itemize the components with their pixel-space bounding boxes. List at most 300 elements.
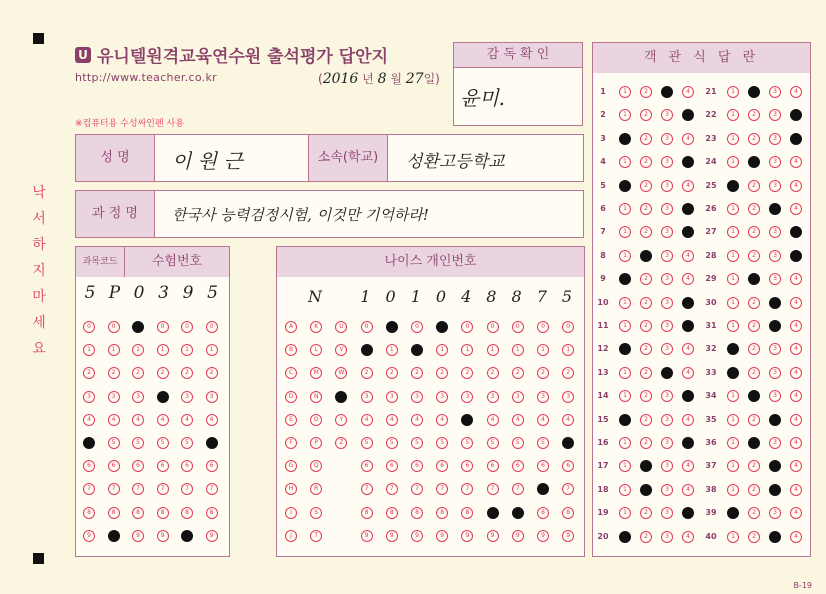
- neis-bubble[interactable]: 6: [411, 460, 423, 472]
- neis-bubble[interactable]: 7: [411, 483, 423, 495]
- answer-bubble[interactable]: 3: [769, 390, 781, 402]
- neis-bubble[interactable]: I: [285, 507, 297, 519]
- neis-bubble[interactable]: 1: [512, 344, 524, 356]
- neis-bubble[interactable]: 9: [436, 530, 448, 542]
- neis-bubble[interactable]: O: [310, 414, 322, 426]
- exam-bubble[interactable]: 5: [108, 437, 120, 449]
- exam-bubble[interactable]: 2: [83, 367, 95, 379]
- answer-bubble[interactable]: 3: [661, 460, 673, 472]
- exam-bubble[interactable]: 2: [108, 367, 120, 379]
- answer-bubble[interactable]: 2: [748, 297, 760, 309]
- exam-bubble[interactable]: 6: [157, 460, 169, 472]
- answer-bubble[interactable]: 3: [769, 484, 781, 496]
- answer-bubble[interactable]: 2: [640, 226, 652, 238]
- neis-bubble[interactable]: 6: [487, 460, 499, 472]
- answer-bubble[interactable]: 3: [661, 484, 673, 496]
- exam-bubble[interactable]: 5: [83, 437, 95, 449]
- answer-bubble[interactable]: 4: [790, 414, 802, 426]
- answer-bubble[interactable]: 4: [790, 297, 802, 309]
- answer-bubble[interactable]: 4: [682, 226, 694, 238]
- answer-bubble[interactable]: 1: [619, 203, 631, 215]
- answer-bubble[interactable]: 1: [727, 203, 739, 215]
- neis-bubble[interactable]: H: [285, 483, 297, 495]
- neis-bubble[interactable]: Y: [335, 414, 347, 426]
- neis-bubble[interactable]: 7: [512, 483, 524, 495]
- answer-bubble[interactable]: 3: [769, 297, 781, 309]
- answer-bubble[interactable]: 4: [682, 507, 694, 519]
- answer-bubble[interactable]: 2: [748, 437, 760, 449]
- neis-bubble[interactable]: 7: [487, 483, 499, 495]
- neis-bubble[interactable]: 7: [386, 483, 398, 495]
- neis-bubble[interactable]: 1: [386, 344, 398, 356]
- exam-bubble[interactable]: 3: [132, 391, 144, 403]
- neis-bubble[interactable]: R: [310, 483, 322, 495]
- neis-bubble[interactable]: 9: [386, 530, 398, 542]
- answer-bubble[interactable]: 1: [619, 250, 631, 262]
- answer-bubble[interactable]: 1: [619, 367, 631, 379]
- answer-bubble[interactable]: 3: [661, 109, 673, 121]
- answer-bubble[interactable]: 2: [640, 390, 652, 402]
- neis-bubble[interactable]: 7: [361, 483, 373, 495]
- exam-bubble[interactable]: 8: [206, 507, 218, 519]
- neis-bubble[interactable]: 0: [461, 321, 473, 333]
- answer-bubble[interactable]: 1: [727, 367, 739, 379]
- answer-bubble[interactable]: 3: [661, 180, 673, 192]
- neis-bubble[interactable]: X: [335, 391, 347, 403]
- neis-bubble[interactable]: 9: [562, 530, 574, 542]
- neis-bubble[interactable]: 5: [386, 437, 398, 449]
- answer-bubble[interactable]: 2: [640, 367, 652, 379]
- answer-bubble[interactable]: 2: [640, 203, 652, 215]
- exam-bubble[interactable]: 7: [181, 483, 193, 495]
- neis-bubble[interactable]: 5: [537, 437, 549, 449]
- neis-bubble[interactable]: S: [310, 507, 322, 519]
- answer-bubble[interactable]: 1: [619, 320, 631, 332]
- neis-bubble[interactable]: 0: [562, 321, 574, 333]
- exam-bubble[interactable]: 3: [157, 391, 169, 403]
- neis-bubble[interactable]: 3: [512, 391, 524, 403]
- answer-bubble[interactable]: 4: [682, 320, 694, 332]
- answer-bubble[interactable]: 3: [769, 343, 781, 355]
- neis-bubble[interactable]: 8: [562, 507, 574, 519]
- neis-bubble[interactable]: 1: [461, 344, 473, 356]
- exam-bubble[interactable]: 6: [83, 460, 95, 472]
- neis-bubble[interactable]: 8: [537, 507, 549, 519]
- exam-bubble[interactable]: 9: [206, 530, 218, 542]
- answer-bubble[interactable]: 2: [640, 484, 652, 496]
- exam-bubble[interactable]: 5: [206, 437, 218, 449]
- answer-bubble[interactable]: 4: [682, 390, 694, 402]
- answer-bubble[interactable]: 4: [790, 109, 802, 121]
- answer-bubble[interactable]: 3: [661, 133, 673, 145]
- neis-bubble[interactable]: 0: [436, 321, 448, 333]
- answer-bubble[interactable]: 1: [727, 343, 739, 355]
- answer-bubble[interactable]: 4: [790, 86, 802, 98]
- neis-bubble[interactable]: 8: [361, 507, 373, 519]
- answer-bubble[interactable]: 4: [682, 531, 694, 543]
- answer-bubble[interactable]: 4: [682, 460, 694, 472]
- answer-bubble[interactable]: 1: [727, 460, 739, 472]
- neis-bubble[interactable]: 4: [361, 414, 373, 426]
- exam-bubble[interactable]: 4: [206, 414, 218, 426]
- neis-bubble[interactable]: F: [285, 437, 297, 449]
- neis-bubble[interactable]: D: [285, 391, 297, 403]
- neis-bubble[interactable]: 1: [411, 344, 423, 356]
- exam-bubble[interactable]: 3: [83, 391, 95, 403]
- neis-bubble[interactable]: 4: [487, 414, 499, 426]
- answer-bubble[interactable]: 3: [661, 226, 673, 238]
- answer-bubble[interactable]: 2: [640, 156, 652, 168]
- neis-bubble[interactable]: 8: [487, 507, 499, 519]
- exam-bubble[interactable]: 5: [181, 437, 193, 449]
- answer-bubble[interactable]: 2: [640, 531, 652, 543]
- answer-bubble[interactable]: 2: [640, 343, 652, 355]
- answer-bubble[interactable]: 4: [790, 460, 802, 472]
- answer-bubble[interactable]: 1: [727, 484, 739, 496]
- neis-bubble[interactable]: 5: [562, 437, 574, 449]
- answer-bubble[interactable]: 3: [769, 86, 781, 98]
- exam-bubble[interactable]: 7: [83, 483, 95, 495]
- neis-bubble[interactable]: 1: [537, 344, 549, 356]
- answer-bubble[interactable]: 2: [748, 484, 760, 496]
- answer-bubble[interactable]: 3: [769, 156, 781, 168]
- answer-bubble[interactable]: 2: [748, 320, 760, 332]
- answer-bubble[interactable]: 1: [727, 86, 739, 98]
- neis-bubble[interactable]: 1: [436, 344, 448, 356]
- answer-bubble[interactable]: 3: [769, 273, 781, 285]
- neis-bubble[interactable]: 9: [537, 530, 549, 542]
- answer-bubble[interactable]: 4: [790, 180, 802, 192]
- neis-bubble[interactable]: 2: [386, 367, 398, 379]
- exam-bubble[interactable]: 8: [181, 507, 193, 519]
- answer-bubble[interactable]: 2: [640, 180, 652, 192]
- answer-bubble[interactable]: 1: [727, 109, 739, 121]
- exam-bubble[interactable]: 9: [132, 530, 144, 542]
- answer-bubble[interactable]: 1: [619, 531, 631, 543]
- answer-bubble[interactable]: 3: [661, 507, 673, 519]
- answer-bubble[interactable]: 3: [769, 180, 781, 192]
- exam-bubble[interactable]: 5: [132, 437, 144, 449]
- answer-bubble[interactable]: 1: [619, 437, 631, 449]
- exam-bubble[interactable]: 4: [181, 414, 193, 426]
- answer-bubble[interactable]: 3: [769, 320, 781, 332]
- neis-bubble[interactable]: 4: [512, 414, 524, 426]
- answer-bubble[interactable]: 1: [619, 484, 631, 496]
- exam-bubble[interactable]: 0: [181, 321, 193, 333]
- neis-bubble[interactable]: 4: [461, 414, 473, 426]
- neis-bubble[interactable]: 3: [361, 391, 373, 403]
- answer-bubble[interactable]: 2: [748, 460, 760, 472]
- answer-bubble[interactable]: 1: [619, 343, 631, 355]
- answer-bubble[interactable]: 3: [661, 273, 673, 285]
- answer-bubble[interactable]: 1: [727, 437, 739, 449]
- answer-bubble[interactable]: 2: [640, 437, 652, 449]
- neis-bubble[interactable]: L: [310, 344, 322, 356]
- answer-bubble[interactable]: 4: [682, 414, 694, 426]
- neis-bubble[interactable]: 3: [461, 391, 473, 403]
- neis-bubble[interactable]: 5: [436, 437, 448, 449]
- exam-bubble[interactable]: 1: [181, 344, 193, 356]
- answer-bubble[interactable]: 3: [661, 297, 673, 309]
- neis-bubble[interactable]: 8: [512, 507, 524, 519]
- neis-bubble[interactable]: 5: [487, 437, 499, 449]
- answer-bubble[interactable]: 4: [790, 250, 802, 262]
- answer-bubble[interactable]: 2: [748, 250, 760, 262]
- neis-bubble[interactable]: 7: [461, 483, 473, 495]
- answer-bubble[interactable]: 4: [790, 156, 802, 168]
- neis-bubble[interactable]: 8: [436, 507, 448, 519]
- exam-bubble[interactable]: 8: [108, 507, 120, 519]
- neis-bubble[interactable]: P: [310, 437, 322, 449]
- neis-bubble[interactable]: K: [310, 321, 322, 333]
- neis-bubble[interactable]: 3: [537, 391, 549, 403]
- answer-bubble[interactable]: 4: [682, 180, 694, 192]
- answer-bubble[interactable]: 3: [661, 203, 673, 215]
- answer-bubble[interactable]: 1: [619, 390, 631, 402]
- answer-bubble[interactable]: 4: [682, 273, 694, 285]
- neis-bubble[interactable]: 0: [512, 321, 524, 333]
- neis-bubble[interactable]: 9: [512, 530, 524, 542]
- answer-bubble[interactable]: 2: [748, 226, 760, 238]
- neis-bubble[interactable]: 2: [487, 367, 499, 379]
- neis-bubble[interactable]: 5: [512, 437, 524, 449]
- neis-bubble[interactable]: B: [285, 344, 297, 356]
- answer-bubble[interactable]: 4: [682, 203, 694, 215]
- answer-bubble[interactable]: 4: [790, 133, 802, 145]
- answer-bubble[interactable]: 2: [640, 507, 652, 519]
- answer-bubble[interactable]: 2: [640, 460, 652, 472]
- neis-bubble[interactable]: 8: [386, 507, 398, 519]
- neis-bubble[interactable]: 7: [537, 483, 549, 495]
- exam-bubble[interactable]: 7: [157, 483, 169, 495]
- answer-bubble[interactable]: 1: [619, 273, 631, 285]
- answer-bubble[interactable]: 3: [661, 250, 673, 262]
- answer-bubble[interactable]: 3: [769, 460, 781, 472]
- answer-bubble[interactable]: 1: [727, 414, 739, 426]
- answer-bubble[interactable]: 1: [727, 273, 739, 285]
- answer-bubble[interactable]: 3: [661, 390, 673, 402]
- answer-bubble[interactable]: 2: [748, 390, 760, 402]
- answer-bubble[interactable]: 3: [769, 531, 781, 543]
- answer-bubble[interactable]: 1: [727, 390, 739, 402]
- neis-bubble[interactable]: 3: [386, 391, 398, 403]
- answer-bubble[interactable]: 3: [661, 320, 673, 332]
- neis-bubble[interactable]: 2: [411, 367, 423, 379]
- neis-bubble[interactable]: N: [310, 391, 322, 403]
- answer-bubble[interactable]: 4: [790, 484, 802, 496]
- neis-bubble[interactable]: Z: [335, 437, 347, 449]
- exam-bubble[interactable]: 0: [108, 321, 120, 333]
- answer-bubble[interactable]: 4: [790, 226, 802, 238]
- neis-bubble[interactable]: 7: [562, 483, 574, 495]
- answer-bubble[interactable]: 1: [727, 250, 739, 262]
- answer-bubble[interactable]: 4: [790, 390, 802, 402]
- answer-bubble[interactable]: 4: [682, 133, 694, 145]
- neis-bubble[interactable]: 6: [562, 460, 574, 472]
- exam-bubble[interactable]: 9: [83, 530, 95, 542]
- answer-bubble[interactable]: 1: [619, 109, 631, 121]
- answer-bubble[interactable]: 2: [748, 86, 760, 98]
- neis-bubble[interactable]: 6: [537, 460, 549, 472]
- neis-bubble[interactable]: 8: [411, 507, 423, 519]
- answer-bubble[interactable]: 1: [727, 297, 739, 309]
- neis-bubble[interactable]: 0: [361, 321, 373, 333]
- neis-bubble[interactable]: U: [335, 321, 347, 333]
- answer-bubble[interactable]: 2: [748, 273, 760, 285]
- neis-bubble[interactable]: M: [310, 367, 322, 379]
- neis-bubble[interactable]: E: [285, 414, 297, 426]
- answer-bubble[interactable]: 2: [748, 507, 760, 519]
- exam-bubble[interactable]: 6: [108, 460, 120, 472]
- exam-bubble[interactable]: 6: [132, 460, 144, 472]
- neis-bubble[interactable]: 9: [461, 530, 473, 542]
- answer-bubble[interactable]: 4: [790, 531, 802, 543]
- neis-bubble[interactable]: 2: [436, 367, 448, 379]
- exam-bubble[interactable]: 9: [157, 530, 169, 542]
- neis-bubble[interactable]: 9: [487, 530, 499, 542]
- exam-bubble[interactable]: 2: [181, 367, 193, 379]
- answer-bubble[interactable]: 3: [661, 414, 673, 426]
- neis-bubble[interactable]: 2: [461, 367, 473, 379]
- neis-bubble[interactable]: 4: [562, 414, 574, 426]
- exam-bubble[interactable]: 1: [206, 344, 218, 356]
- answer-bubble[interactable]: 4: [682, 437, 694, 449]
- neis-bubble[interactable]: 4: [436, 414, 448, 426]
- answer-bubble[interactable]: 2: [640, 273, 652, 285]
- answer-bubble[interactable]: 2: [748, 343, 760, 355]
- answer-bubble[interactable]: 3: [769, 133, 781, 145]
- exam-bubble[interactable]: 7: [132, 483, 144, 495]
- answer-bubble[interactable]: 4: [790, 343, 802, 355]
- exam-bubble[interactable]: 0: [206, 321, 218, 333]
- answer-bubble[interactable]: 4: [682, 297, 694, 309]
- answer-bubble[interactable]: 3: [661, 156, 673, 168]
- answer-bubble[interactable]: 3: [769, 109, 781, 121]
- neis-bubble[interactable]: V: [335, 344, 347, 356]
- exam-bubble[interactable]: 8: [157, 507, 169, 519]
- exam-bubble[interactable]: 7: [108, 483, 120, 495]
- exam-bubble[interactable]: 3: [108, 391, 120, 403]
- answer-bubble[interactable]: 2: [748, 531, 760, 543]
- neis-bubble[interactable]: 3: [487, 391, 499, 403]
- neis-bubble[interactable]: 3: [562, 391, 574, 403]
- neis-bubble[interactable]: 1: [487, 344, 499, 356]
- exam-bubble[interactable]: 4: [83, 414, 95, 426]
- neis-bubble[interactable]: 3: [436, 391, 448, 403]
- exam-bubble[interactable]: 9: [181, 530, 193, 542]
- answer-bubble[interactable]: 2: [748, 109, 760, 121]
- answer-bubble[interactable]: 1: [619, 156, 631, 168]
- answer-bubble[interactable]: 4: [682, 367, 694, 379]
- answer-bubble[interactable]: 1: [727, 226, 739, 238]
- answer-bubble[interactable]: 3: [661, 343, 673, 355]
- exam-bubble[interactable]: 4: [157, 414, 169, 426]
- neis-bubble[interactable]: 4: [537, 414, 549, 426]
- answer-bubble[interactable]: 1: [727, 507, 739, 519]
- answer-bubble[interactable]: 3: [661, 86, 673, 98]
- answer-bubble[interactable]: 2: [640, 297, 652, 309]
- neis-bubble[interactable]: 0: [487, 321, 499, 333]
- answer-bubble[interactable]: 2: [640, 414, 652, 426]
- answer-bubble[interactable]: 4: [682, 86, 694, 98]
- neis-bubble[interactable]: 1: [361, 344, 373, 356]
- answer-bubble[interactable]: 1: [727, 156, 739, 168]
- exam-bubble[interactable]: 5: [157, 437, 169, 449]
- exam-bubble[interactable]: 4: [132, 414, 144, 426]
- neis-bubble[interactable]: 0: [386, 321, 398, 333]
- neis-bubble[interactable]: T: [310, 530, 322, 542]
- neis-bubble[interactable]: 6: [461, 460, 473, 472]
- neis-bubble[interactable]: J: [285, 530, 297, 542]
- neis-bubble[interactable]: 2: [562, 367, 574, 379]
- neis-bubble[interactable]: 2: [512, 367, 524, 379]
- neis-bubble[interactable]: 5: [411, 437, 423, 449]
- neis-bubble[interactable]: 5: [461, 437, 473, 449]
- exam-bubble[interactable]: 0: [157, 321, 169, 333]
- neis-bubble[interactable]: 2: [537, 367, 549, 379]
- neis-bubble[interactable]: 2: [361, 367, 373, 379]
- answer-bubble[interactable]: 2: [640, 109, 652, 121]
- answer-bubble[interactable]: 4: [790, 437, 802, 449]
- neis-bubble[interactable]: 1: [562, 344, 574, 356]
- exam-bubble[interactable]: 2: [132, 367, 144, 379]
- answer-bubble[interactable]: 4: [790, 320, 802, 332]
- exam-bubble[interactable]: 3: [206, 391, 218, 403]
- answer-bubble[interactable]: 2: [640, 250, 652, 262]
- answer-bubble[interactable]: 4: [682, 484, 694, 496]
- exam-bubble[interactable]: 7: [206, 483, 218, 495]
- answer-bubble[interactable]: 3: [769, 203, 781, 215]
- neis-bubble[interactable]: 4: [386, 414, 398, 426]
- answer-bubble[interactable]: 1: [619, 180, 631, 192]
- answer-bubble[interactable]: 1: [727, 320, 739, 332]
- exam-bubble[interactable]: 8: [132, 507, 144, 519]
- neis-bubble[interactable]: 3: [411, 391, 423, 403]
- answer-bubble[interactable]: 3: [769, 437, 781, 449]
- exam-bubble[interactable]: 1: [157, 344, 169, 356]
- exam-bubble[interactable]: 0: [132, 321, 144, 333]
- exam-bubble[interactable]: 9: [108, 530, 120, 542]
- neis-bubble[interactable]: 9: [361, 530, 373, 542]
- neis-bubble[interactable]: C: [285, 367, 297, 379]
- exam-bubble[interactable]: 1: [83, 344, 95, 356]
- answer-bubble[interactable]: 1: [619, 86, 631, 98]
- exam-bubble[interactable]: 6: [206, 460, 218, 472]
- exam-bubble[interactable]: 2: [206, 367, 218, 379]
- exam-bubble[interactable]: 2: [157, 367, 169, 379]
- exam-bubble[interactable]: 1: [108, 344, 120, 356]
- neis-bubble[interactable]: 6: [361, 460, 373, 472]
- answer-bubble[interactable]: 1: [619, 133, 631, 145]
- answer-bubble[interactable]: 3: [769, 226, 781, 238]
- answer-bubble[interactable]: 3: [769, 367, 781, 379]
- answer-bubble[interactable]: 1: [619, 460, 631, 472]
- neis-bubble[interactable]: 0: [537, 321, 549, 333]
- neis-bubble[interactable]: 5: [361, 437, 373, 449]
- neis-bubble[interactable]: W: [335, 367, 347, 379]
- answer-bubble[interactable]: 3: [769, 250, 781, 262]
- neis-bubble[interactable]: 6: [386, 460, 398, 472]
- exam-bubble[interactable]: 6: [181, 460, 193, 472]
- answer-bubble[interactable]: 4: [790, 273, 802, 285]
- answer-bubble[interactable]: 2: [640, 86, 652, 98]
- answer-bubble[interactable]: 4: [682, 250, 694, 262]
- answer-bubble[interactable]: 4: [790, 203, 802, 215]
- answer-bubble[interactable]: 1: [727, 133, 739, 145]
- neis-bubble[interactable]: 0: [411, 321, 423, 333]
- answer-bubble[interactable]: 1: [727, 180, 739, 192]
- answer-bubble[interactable]: 1: [619, 226, 631, 238]
